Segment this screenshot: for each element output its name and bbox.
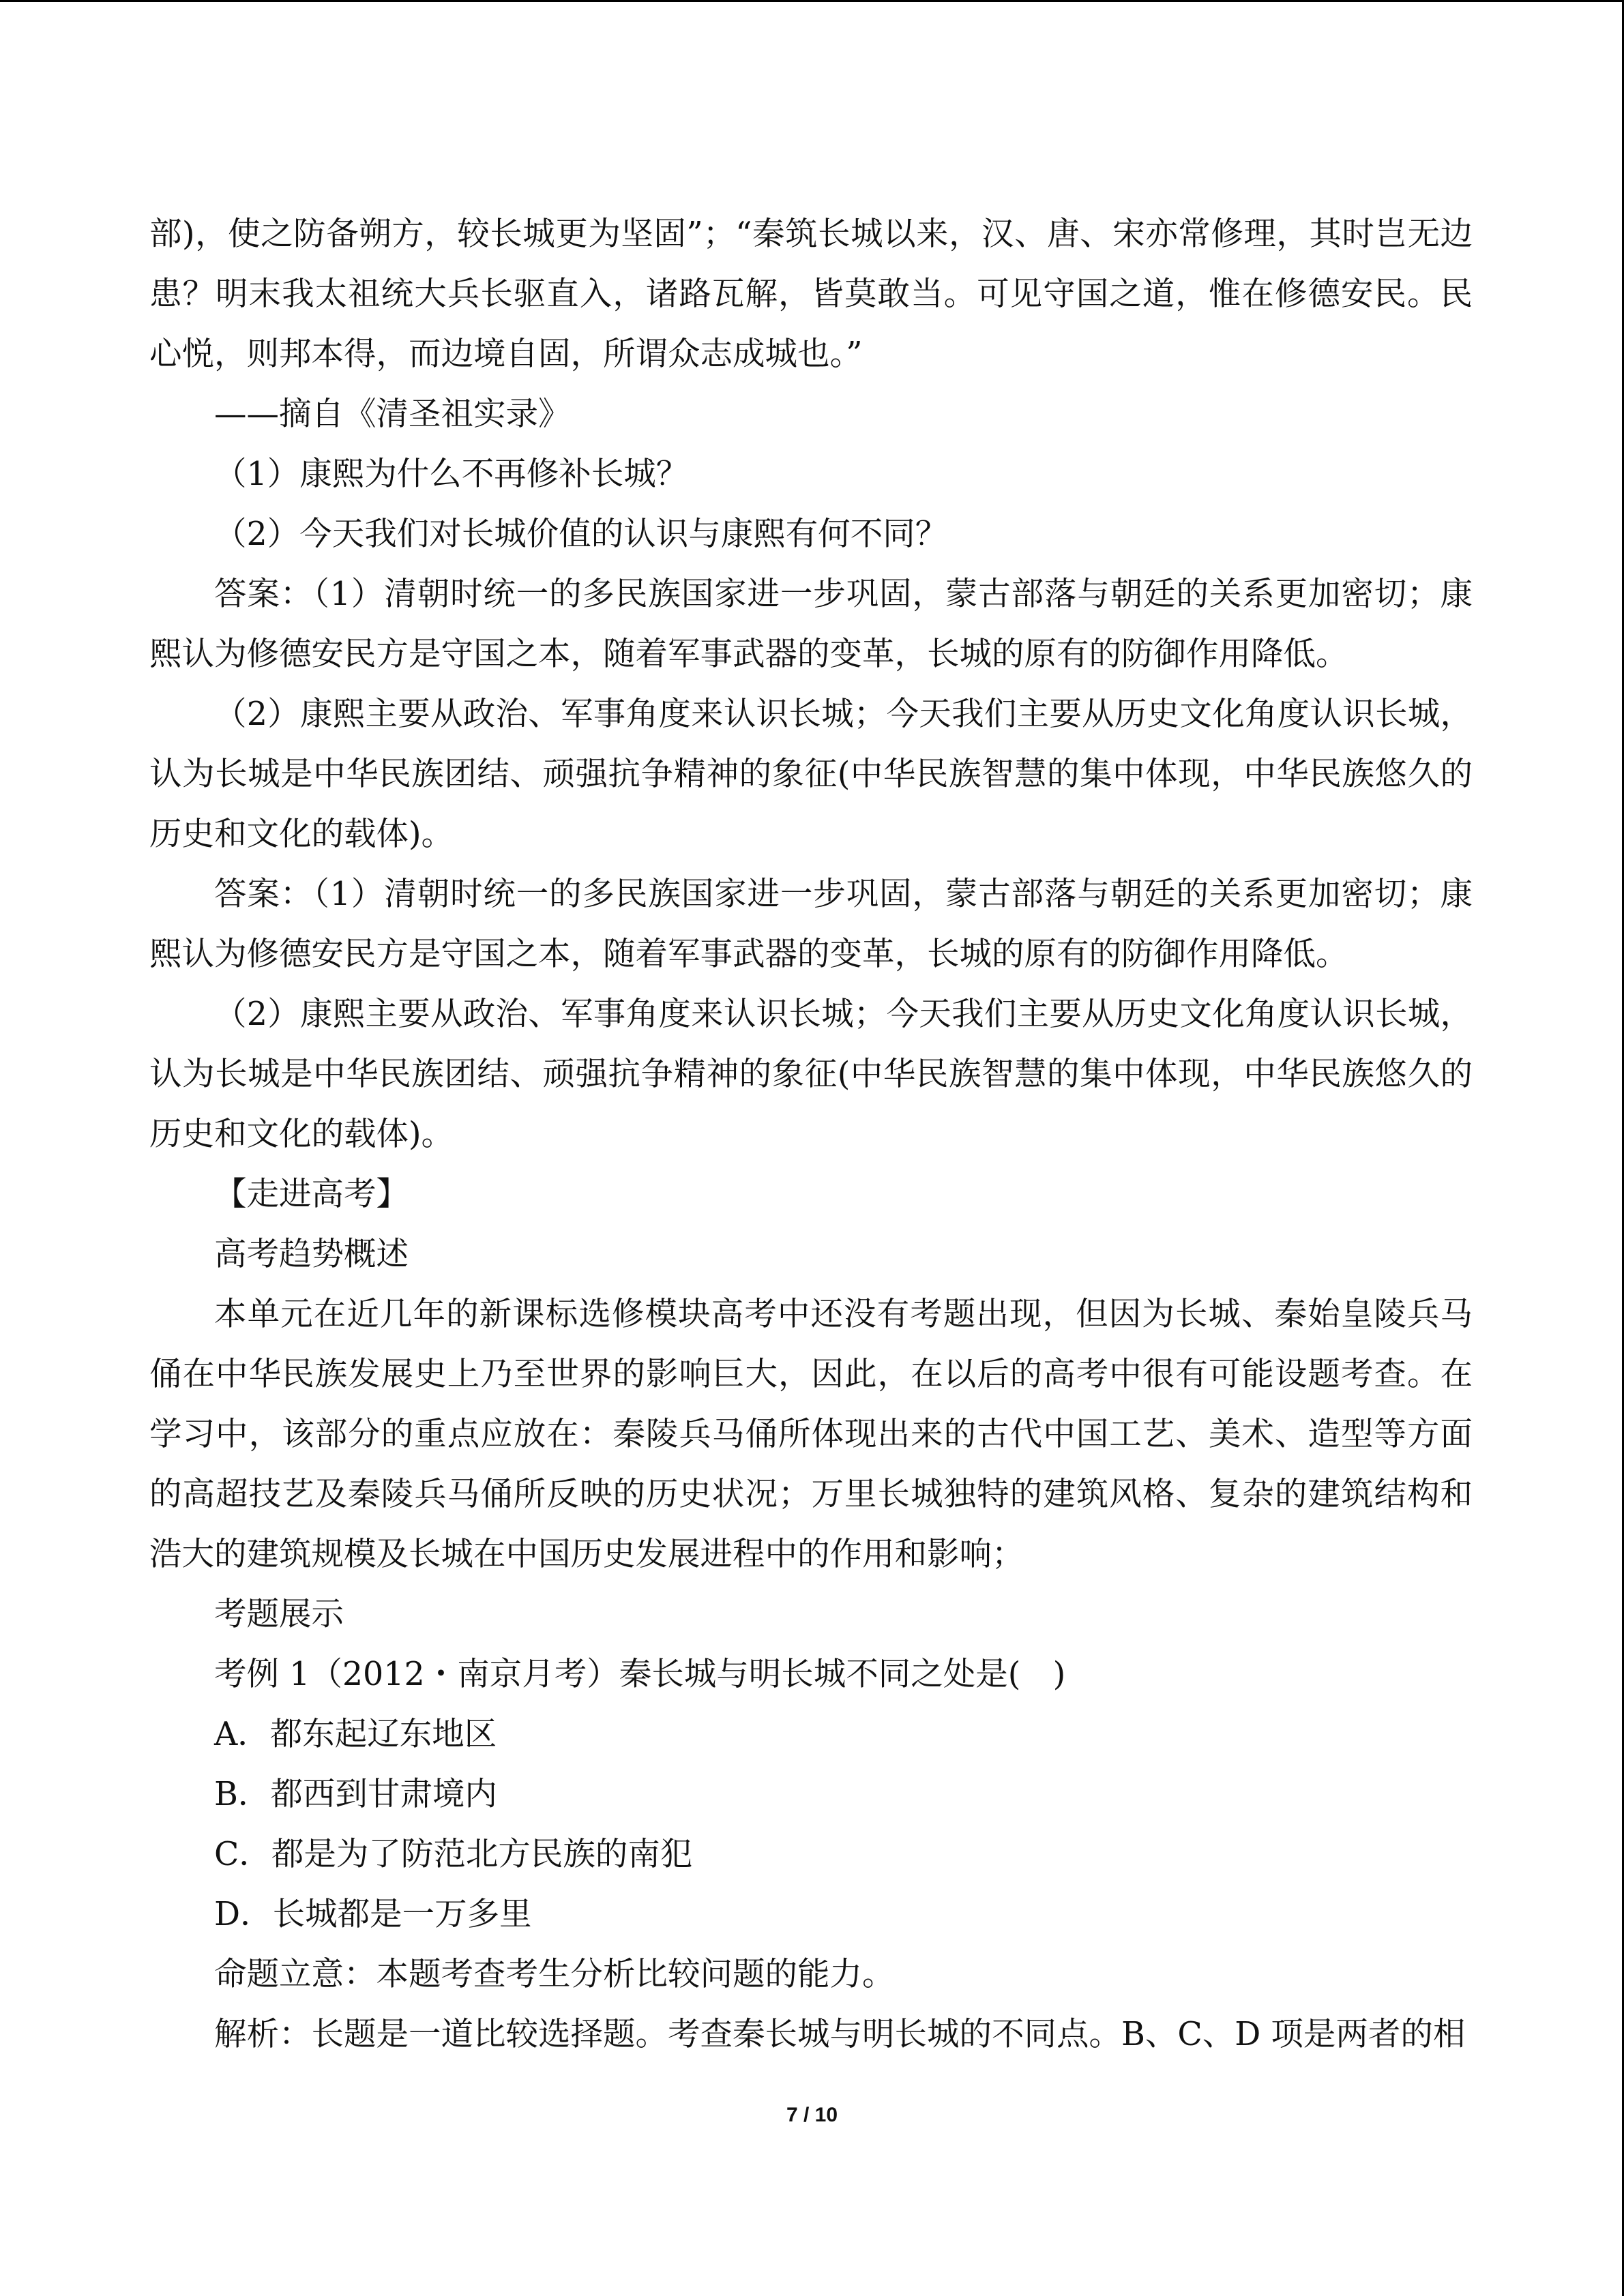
exam-heading: 考题展示: [214, 1596, 344, 1633]
option-d: D．长城都是一万多里: [214, 1896, 532, 1933]
example-question: 考例 1（2012・南京月考）秦长城与明长城不同之处是( ): [214, 1656, 1066, 1693]
page-number: 7 / 10: [786, 2104, 838, 2126]
trend-paragraph: 本单元在近几年的新课标选修模块高考中还没有考题出现，但因为长城、秦始皇陵兵马俑在中华民族发展史上乃至世界的影响巨大，因此，在以后的高考中很有可能设题考查。在学习中，该部分的重点应放在：秦陵兵马俑所体现出来的古代中国工艺、美术、造型等方面的高超技艺及秦陵兵马俑所反映的历史状况；万里长城独特的建筑风格、复杂的建筑结构和浩大的建筑规模及长城在中国历史发展进程中的作用和影响；: [149, 1296, 1473, 1573]
option-b: B．都西到甘肃境内: [214, 1776, 497, 1813]
section-heading: 【走进高考】: [214, 1176, 409, 1213]
answer-2-part-1: 答案：（1）清朝时统一的多民族国家进一步巩固，蒙古部落与朝廷的关系更加密切；康熙认为修德安民方是守国之本，随着军事武器的变革，长城的原有的防御作用降低。: [149, 876, 1473, 973]
question-2: （2）今天我们对长城价值的认识与康熙有何不同？: [214, 516, 948, 553]
answer-1-part-1: 答案：（1）清朝时统一的多民族国家进一步巩固，蒙古部落与朝廷的关系更加密切；康熙认为修德安民方是守国之本，随着军事武器的变革，长城的原有的防御作用降低。: [149, 576, 1473, 673]
trend-heading: 高考趋势概述: [214, 1236, 409, 1273]
option-c: C．都是为了防范北方民族的南犯: [214, 1836, 693, 1873]
question-intent: 命题立意：本题考查考生分析比较问题的能力。: [214, 1956, 895, 1993]
document-body: [149, 205, 1473, 2065]
source-citation: ——摘自《清圣祖实录》: [214, 396, 571, 433]
question-analysis: 解析：长题是一道比较选择题。考查秦长城与明长城的不同点。B、C、D 项是两者的相: [214, 2016, 1466, 2053]
answer-2-part-2: （2）康熙主要从政治、军事角度来认识长城；今天我们主要从历史文化角度认识长城，认为长城是中华民族团结、顽强抗争精神的象征(中华民族智慧的集中体现，中华民族悠久的历史和文化的载体)。: [149, 996, 1473, 1153]
option-a: A．都东起辽东地区: [214, 1716, 497, 1753]
answer-1-part-2: （2）康熙主要从政治、军事角度来认识长城；今天我们主要从历史文化角度认识长城，认为长城是中华民族团结、顽强抗争精神的象征(中华民族智慧的集中体现，中华民族悠久的历史和文化的载体)。: [149, 696, 1473, 853]
continuation-paragraph: 部)，使之防备朔方，较长城更为坚固”；“秦筑长城以来，汉、唐、宋亦常修理，其时岂无边患？明末我太祖统大兵长驱直入，诸路瓦解，皆莫敢当。可见守国之道，惟在修德安民。民心悦，则邦本得，而边境自固，所谓众志成城也。”: [149, 215, 1473, 373]
question-1: （1）康熙为什么不再修补长城？: [214, 456, 689, 493]
